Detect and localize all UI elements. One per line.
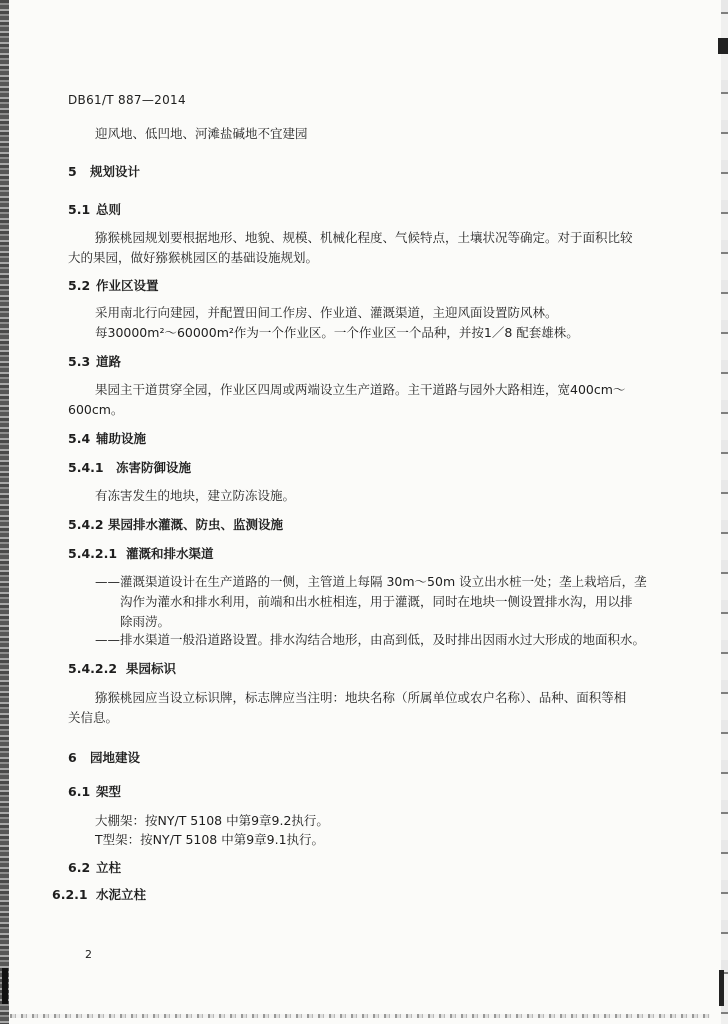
list-item: ——灌溉渠道设计在生产道路的一侧，主管道上每隔 30m～50m 设立出水桩一处；垄上栽培后，垄 — [95, 574, 647, 589]
body-text: 每30000m²～60000m²作为一个作业区。一个作业区一个品种，并按1／8 配套雄株。 — [95, 325, 579, 340]
page-number: 2 — [85, 948, 92, 961]
section-heading: 6.1 架型 — [68, 784, 122, 799]
section-heading: 5.4.2.1 灌溉和排水渠道 — [68, 546, 214, 561]
scan-edge-left — [0, 0, 9, 1024]
list-item: ——排水渠道一般沿道路设置。排水沟结合地形，由高到低，及时排出因雨水过大形成的地面积水。 — [95, 632, 646, 647]
body-text: 大的果园，做好猕猴桃园区的基础设施规划。 — [68, 250, 319, 265]
body-text: 猕猴桃园应当设立标识牌，标志牌应当注明：地块名称（所属单位或农户名称）、品种、面积等相 — [95, 690, 627, 705]
scan-edge-bottom — [10, 1014, 710, 1018]
section-heading: 5.4 辅助设施 — [68, 431, 147, 446]
body-text: 迎风地、低凹地、河滩盐碱地不宜建园 — [95, 126, 308, 141]
body-text: 采用南北行向建园，并配置田间工作房、作业道、灌溉渠道，主迎风面设置防风林。 — [95, 305, 558, 320]
scan-mark — [718, 38, 728, 54]
document-code: DB61/T 887—2014 — [68, 93, 186, 107]
body-text: T型架：按NY/T 5108 中第9章9.1执行。 — [95, 832, 325, 847]
section-heading: 6 园地建设 — [68, 750, 141, 765]
scan-mark — [2, 968, 8, 1004]
list-item-continuation: 除雨涝。 — [120, 614, 171, 629]
section-heading: 5 规划设计 — [68, 164, 141, 179]
section-heading: 5.1 总则 — [68, 202, 122, 217]
section-heading: 5.4.1 冻害防御设施 — [68, 460, 192, 475]
body-text: 关信息。 — [68, 710, 119, 725]
scan-edge-right — [721, 0, 728, 1024]
section-heading: 5.4.2.2 果园标识 — [68, 661, 177, 676]
section-heading: 5.4.2 果园排水灌溉、防虫、监测设施 — [68, 517, 284, 532]
section-heading: 6.2 立柱 — [68, 860, 122, 875]
section-heading: 5.3 道路 — [68, 354, 122, 369]
body-text: 大棚架：按NY/T 5108 中第9章9.2执行。 — [95, 813, 329, 828]
list-item-continuation: 沟作为灌水和排水利用，前端和出水桩相连，用于灌溉，同时在地块一侧设置排水沟，用以排 — [120, 594, 633, 609]
scan-mark — [719, 970, 724, 1006]
section-heading: 5.2 作业区设置 — [68, 278, 159, 293]
section-heading: 6.2.1 水泥立柱 — [52, 887, 147, 902]
body-text: 600cm。 — [68, 402, 124, 417]
body-text: 有冻害发生的地块，建立防冻设施。 — [95, 488, 296, 503]
body-text: 果园主干道贯穿全园，作业区四周或两端设立生产道路。主干道路与园外大路相连，宽400cm～ — [95, 382, 626, 397]
body-text: 猕猴桃园规划要根据地形、地貌、规模、机械化程度、气候特点，土壤状况等确定。对于面积比较 — [95, 230, 633, 245]
